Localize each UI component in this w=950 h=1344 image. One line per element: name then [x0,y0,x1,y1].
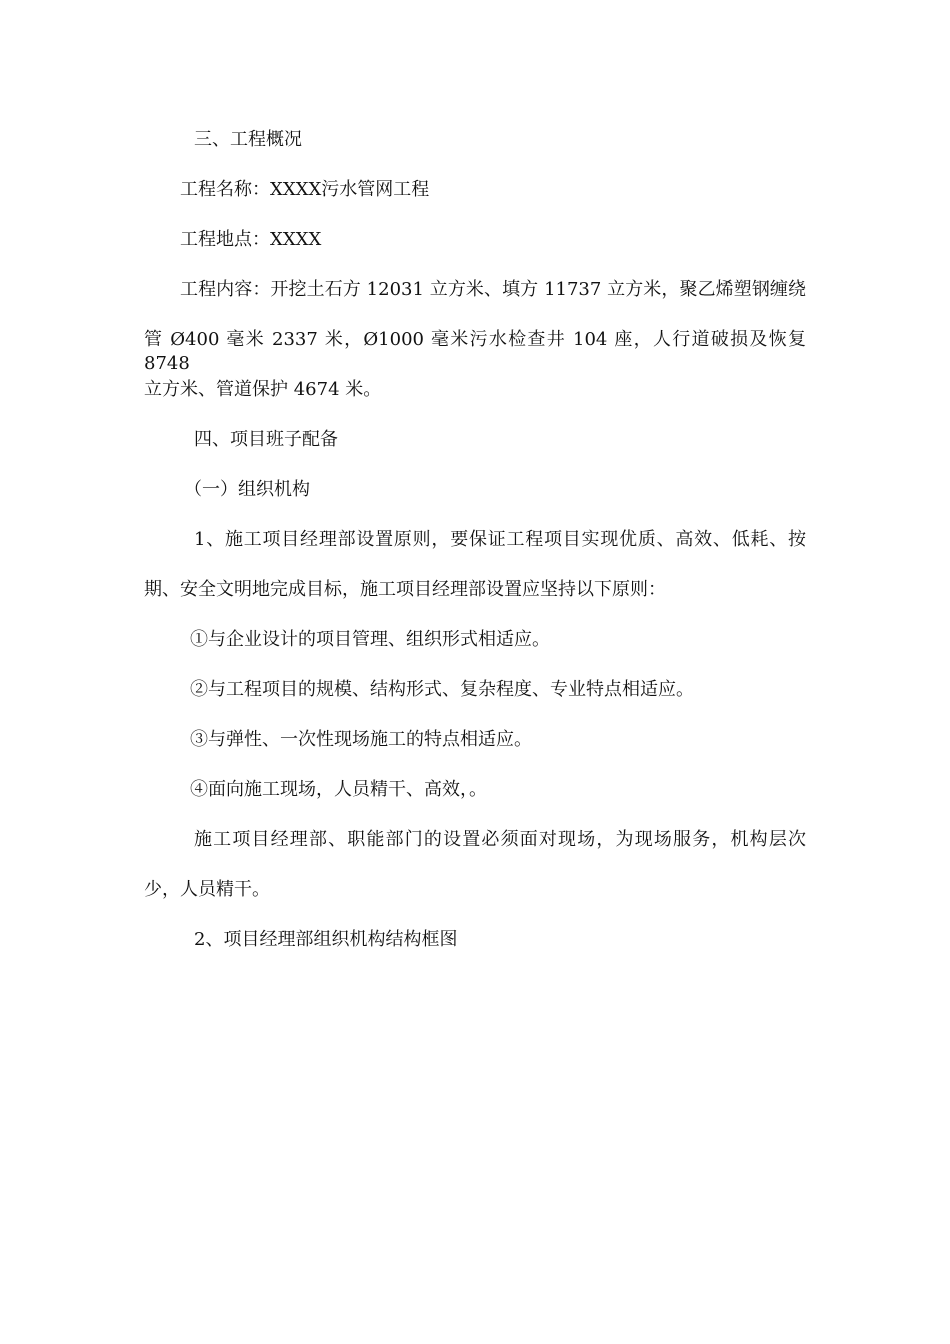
section-heading-project-overview: 三、工程概况 [194,129,302,150]
item-1-line-2: 期、安全文明地完成目标，施工项目经理部设置应坚持以下原则： [144,579,666,600]
section-heading-project-team: 四、项目班子配备 [194,429,338,450]
principle-item-4: ④面向施工现场，人员精干、高效，。 [190,779,487,800]
project-content-line-2: 管 Ø400 毫米 2337 米，Ø1000 毫米污水检查井 104 座，人行道破损及恢复 8748 [144,329,806,374]
principle-item-2: ②与工程项目的规模、结构形式、复杂程度、专业特点相适应。 [190,679,694,700]
project-name-line: 工程名称：XXXX污水管网工程 [180,179,430,200]
project-content-line-3: 立方米、管道保护 4674 米。 [144,379,382,400]
subsection-heading-organization: （一）组织机构 [184,479,310,500]
project-content-line-1: 工程内容：开挖土石方 12031 立方米、填方 11737 立方米，聚乙烯塑钢缠绕 [180,279,806,300]
department-paragraph-line-2: 少，人员精干。 [144,879,270,900]
department-paragraph-line-1: 施工项目经理部、职能部门的设置必须面对现场，为现场服务，机构层次 [194,829,806,850]
principle-item-1: ①与企业设计的项目管理、组织形式相适应。 [190,629,550,650]
item-1-line-1: 1、施工项目经理部设置原则，要保证工程项目实现优质、高效、低耗、按 [194,529,806,550]
principle-item-3: ③与弹性、一次性现场施工的特点相适应。 [190,729,532,750]
item-2-org-chart-heading: 2、项目经理部组织机构结构框图 [194,929,458,950]
project-location-line: 工程地点：XXXX [180,229,322,250]
